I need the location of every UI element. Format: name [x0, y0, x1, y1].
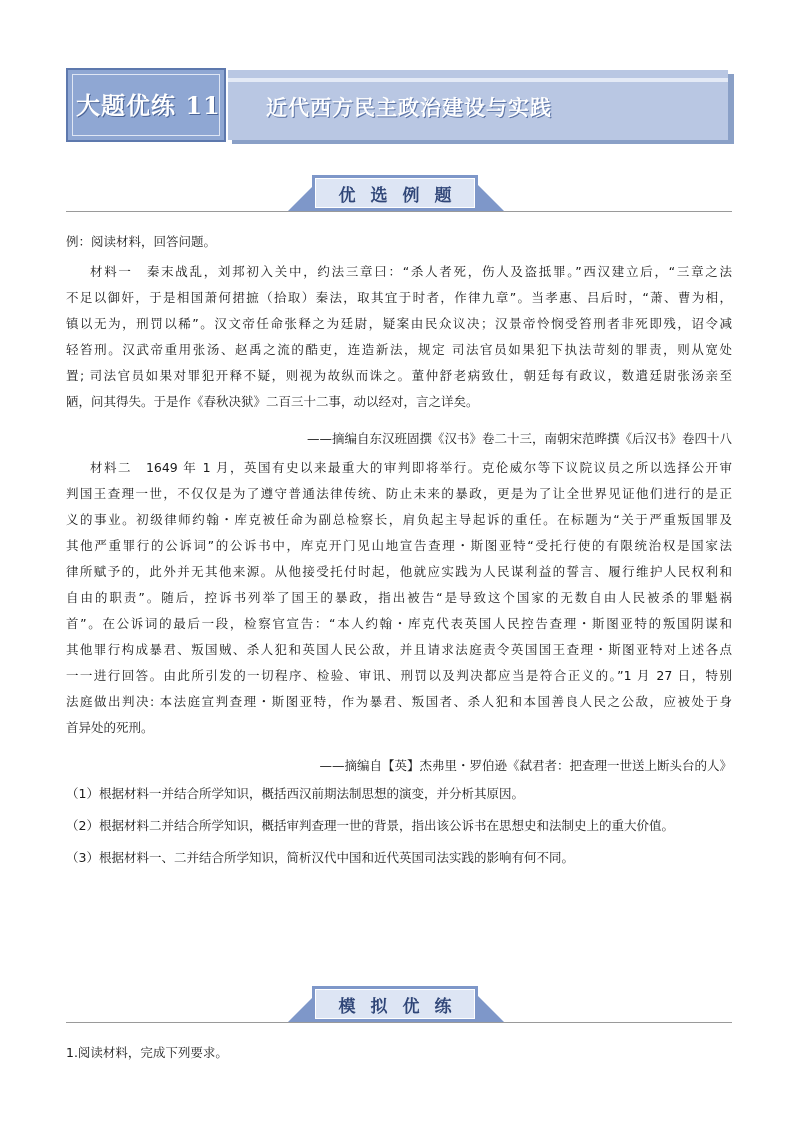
section-wing-left: [288, 996, 314, 1022]
header-label: 大题优练 11: [76, 91, 221, 120]
question-2: （2）根据材料二并结合所学知识，概括审判查理一世的背景，指出该公诉书在思想史和法制史上的重大价值。: [66, 818, 674, 833]
section-wing-right: [478, 996, 504, 1022]
material2-line: 首”。在公诉词的最后一段，检察官宣告：“本人约翰・库克代表英国人民控告查理・斯图亚特的叛国阴谋和: [66, 616, 732, 631]
material2-line: 一一进行回答。由此所引发的一切程序、检验、审讯、刑罚以及判决都应当是符合正义的。”1 月 27 日，特别: [66, 668, 732, 683]
banner-stripe: [228, 78, 728, 82]
material2-source: ——摘编自【英】杰弗里・罗伯逊《弑君者：把查理一世送上断头台的人》: [319, 758, 732, 773]
material1-line: 不足以御奸，于是相国萧何捃摭（拾取）秦法，取其宜于时者，作律九章”。当孝惠、吕后时，“萧、曹为相，: [66, 290, 732, 305]
material2-line: 律所赋予的，此外并无其他来源。从他接受托付时起，他就应实践为人民谋利益的誓言、履行维护人民权利和: [66, 564, 732, 579]
section-badge: [312, 175, 478, 211]
material1-line: 轻笞刑。汉武帝重用张汤、赵禹之流的酷吏，连造新法，规定 司法官员如果犯下执法苛刻的罪责，则从宽处: [66, 342, 732, 357]
section-wing-left: [288, 185, 314, 211]
header-banner: [66, 68, 734, 144]
section-title: 模拟优练: [338, 996, 467, 1017]
material2-line: 义的事业。初级律师约翰・库克被任命为副总检察长，肩负起主导起诉的重任。在标题为“关于严重叛国罪及: [66, 512, 732, 527]
material2-line: 材料二 1649 年 1 月，英国有史以来最重大的审判即将举行。克伦威尔等下议院议员之所以选择公开审: [90, 460, 732, 475]
material2-line: 其他严重罪行的公诉词”的公诉书中，库克开门见山地宣告查理・斯图亚特“受托行使的有限统治权是国家法: [66, 538, 732, 553]
section-rule: [66, 1022, 732, 1023]
material2-line: 法庭做出判决: 本法庭宣判查理・斯图亚特，作为暴君、叛国者、杀人犯和本国善良人民之公敌，应被处于身: [66, 694, 732, 709]
section-title: 优选例题: [338, 185, 467, 206]
material1-line: 置; 司法官员如果对罪犯开释不疑，则视为故纵而诛之。董仲舒老病致仕，朝廷每有政议，数遣廷尉张汤亲至: [66, 368, 732, 383]
material2-line: 判国王查理一世，不仅仅是为了遵守普通法律传统、防止未来的暴政，更是为了让全世界见证他们进行的是正: [66, 486, 732, 501]
section-badge: [312, 986, 478, 1022]
question-1: （1）根据材料一并结合所学知识，概括西汉前期法制思想的演变，并分析其原因。: [66, 786, 524, 801]
example-intro: 例：阅读材料，回答问题。: [66, 234, 217, 249]
section-wing-right: [478, 185, 504, 211]
section-heading-example: [66, 174, 732, 214]
section-heading-practice: [66, 985, 732, 1025]
page-title: 近代西方民主政治建设与实践: [266, 95, 552, 120]
material1-line: 镇以无为，刑罚以稀”。汉文帝任命张释之为廷尉，疑案由民众议决；汉景帝怜悯受笞刑者非死即残，诏令减: [66, 316, 732, 331]
material1-line: 材料一 秦末战乱，刘邦初入关中，约法三章曰：“杀人者死，伤人及盗抵罪。”西汉建立后，“三章之法: [90, 264, 732, 279]
question-3: （3）根据材料一、二并结合所学知识，简析汉代中国和近代英国司法实践的影响有何不同。: [66, 850, 574, 865]
section-rule: [66, 211, 732, 212]
practice-question-1-intro: 1.阅读材料，完成下列要求。: [66, 1045, 228, 1060]
material1-line: 陋，问其得失。于是作《春秋决狱》二百三十二事，动以经对，言之详矣。: [66, 394, 479, 409]
material2-line: 首异处的死刑。: [66, 720, 154, 735]
material2-line: 其他罪行构成暴君、叛国贼、杀人犯和英国人民公敌，并且请求法庭责令英国国王查理・斯图亚特对上述各点: [66, 642, 732, 657]
material1-source: ——摘编自东汉班固撰《汉书》卷二十三，南朝宋范晔撰《后汉书》卷四十八: [306, 431, 732, 446]
material2-line: 自由的职责”。随后，控诉书列举了国王的暴政，指出被告“是导致这个国家的无数自由人民被杀的罪魁祸: [66, 590, 732, 605]
